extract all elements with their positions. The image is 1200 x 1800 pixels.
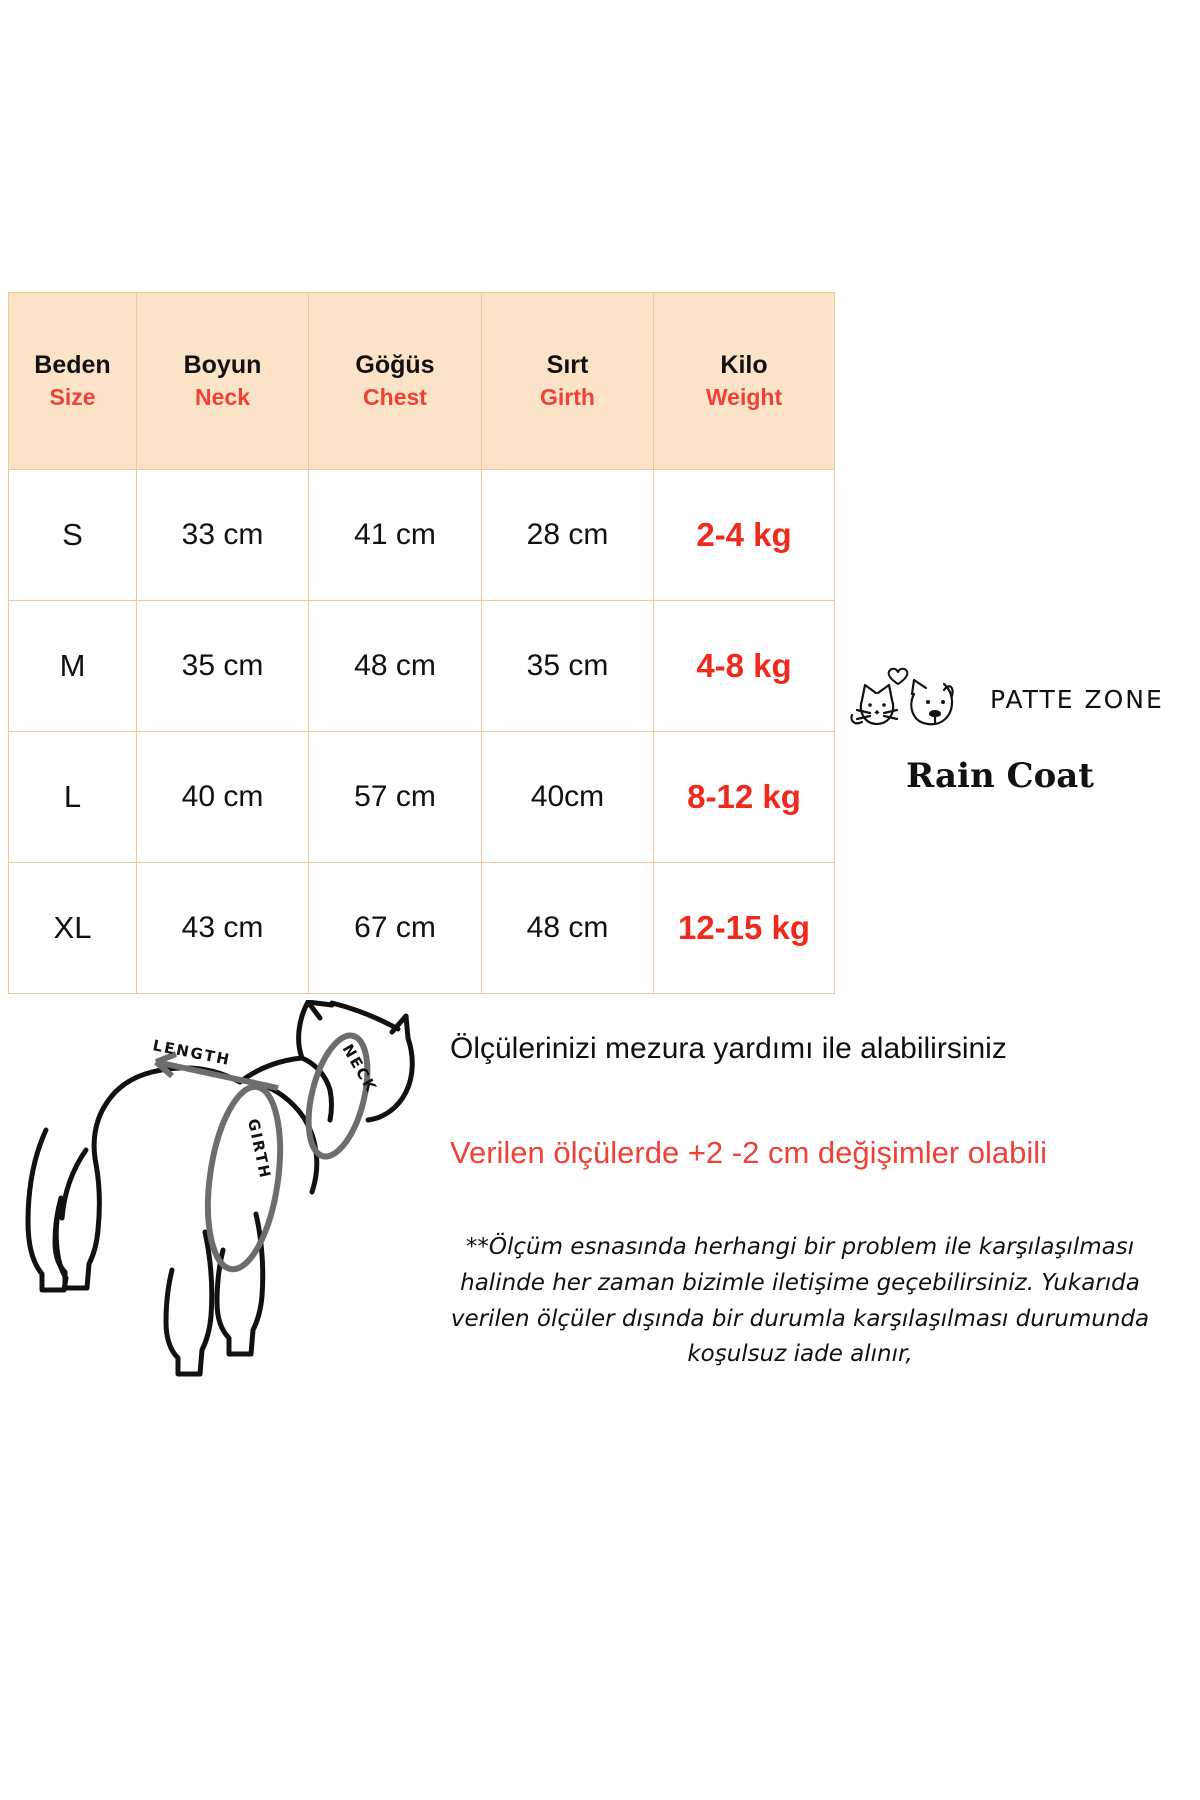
label-girth: GIRTH bbox=[244, 1117, 275, 1182]
return-policy-note: **Ölçüm esnasında herhangi bir problem ile karşılaşılması halinde her zaman bizimle iletişime geçebilirsiniz. Yukarıda verilen ölçüler dışında bir durumla karşılaşılması durumunda koşulsuz iade alınır, bbox=[450, 1234, 1150, 1368]
cell-weight: 12-15 kg bbox=[654, 863, 835, 994]
column-header-size-en: Size bbox=[49, 384, 96, 411]
label-neck: NECK bbox=[338, 1041, 381, 1097]
cell-girth: 48 cm bbox=[482, 863, 654, 994]
table-body bbox=[9, 470, 835, 994]
brand-block bbox=[840, 660, 1170, 796]
cell-girth: 40cm bbox=[482, 732, 654, 863]
column-header-chest-en: Chest bbox=[363, 384, 427, 411]
column-header-chest bbox=[309, 293, 482, 470]
column-header-chest-tr: Göğüs bbox=[355, 350, 435, 379]
cell-chest: 57 cm bbox=[309, 732, 482, 863]
table-row bbox=[9, 732, 835, 863]
brand-row bbox=[840, 660, 1170, 738]
column-header-size-tr: Beden bbox=[34, 350, 111, 379]
table-header bbox=[9, 293, 835, 470]
size-chart-table bbox=[8, 292, 835, 994]
cat-dog-heart-icon bbox=[840, 660, 980, 738]
cell-weight: 2-4 kg bbox=[654, 470, 835, 601]
table-row bbox=[9, 863, 835, 994]
column-header-girth bbox=[482, 293, 654, 470]
cell-chest: 67 cm bbox=[309, 863, 482, 994]
column-header-girth-en: Girth bbox=[540, 384, 595, 411]
table-row bbox=[9, 470, 835, 601]
tolerance-note: Verilen ölçülerde +2 -2 cm değişimler olabili bbox=[450, 1134, 1048, 1170]
brand-name: PATTE ZONE bbox=[990, 684, 1164, 714]
measure-instruction: Ölçülerinizi mezura yardımı ile alabilirsiniz bbox=[450, 1032, 1007, 1065]
cell-neck: 43 cm bbox=[137, 863, 309, 994]
cell-size: L bbox=[9, 732, 137, 863]
label-length: LENGTH bbox=[151, 1036, 233, 1070]
cell-neck: 33 cm bbox=[137, 470, 309, 601]
column-header-neck-tr: Boyun bbox=[183, 350, 262, 379]
column-header-neck bbox=[137, 293, 309, 470]
cell-weight: 4-8 kg bbox=[654, 601, 835, 732]
cell-girth: 35 cm bbox=[482, 601, 654, 732]
column-header-weight-tr: Kilo bbox=[720, 350, 768, 379]
cell-size: M bbox=[9, 601, 137, 732]
product-name: Rain Coat bbox=[905, 756, 1094, 796]
column-header-girth-tr: Sırt bbox=[546, 350, 589, 379]
table-row bbox=[9, 601, 835, 732]
cell-chest: 41 cm bbox=[309, 470, 482, 601]
column-header-size bbox=[9, 293, 137, 470]
info-block bbox=[450, 1030, 1190, 1373]
cell-neck: 40 cm bbox=[137, 732, 309, 863]
table-header-row bbox=[9, 293, 835, 470]
cell-size: S bbox=[9, 470, 137, 601]
column-header-weight bbox=[654, 293, 835, 470]
cell-weight: 8-12 kg bbox=[654, 732, 835, 863]
column-header-neck-en: Neck bbox=[195, 384, 250, 411]
cell-size: XL bbox=[9, 863, 137, 994]
cell-girth: 28 cm bbox=[482, 470, 654, 601]
dog-measurement-illustration bbox=[20, 1000, 440, 1400]
cell-neck: 35 cm bbox=[137, 601, 309, 732]
column-header-weight-en: Weight bbox=[705, 384, 783, 411]
cell-chest: 48 cm bbox=[309, 601, 482, 732]
